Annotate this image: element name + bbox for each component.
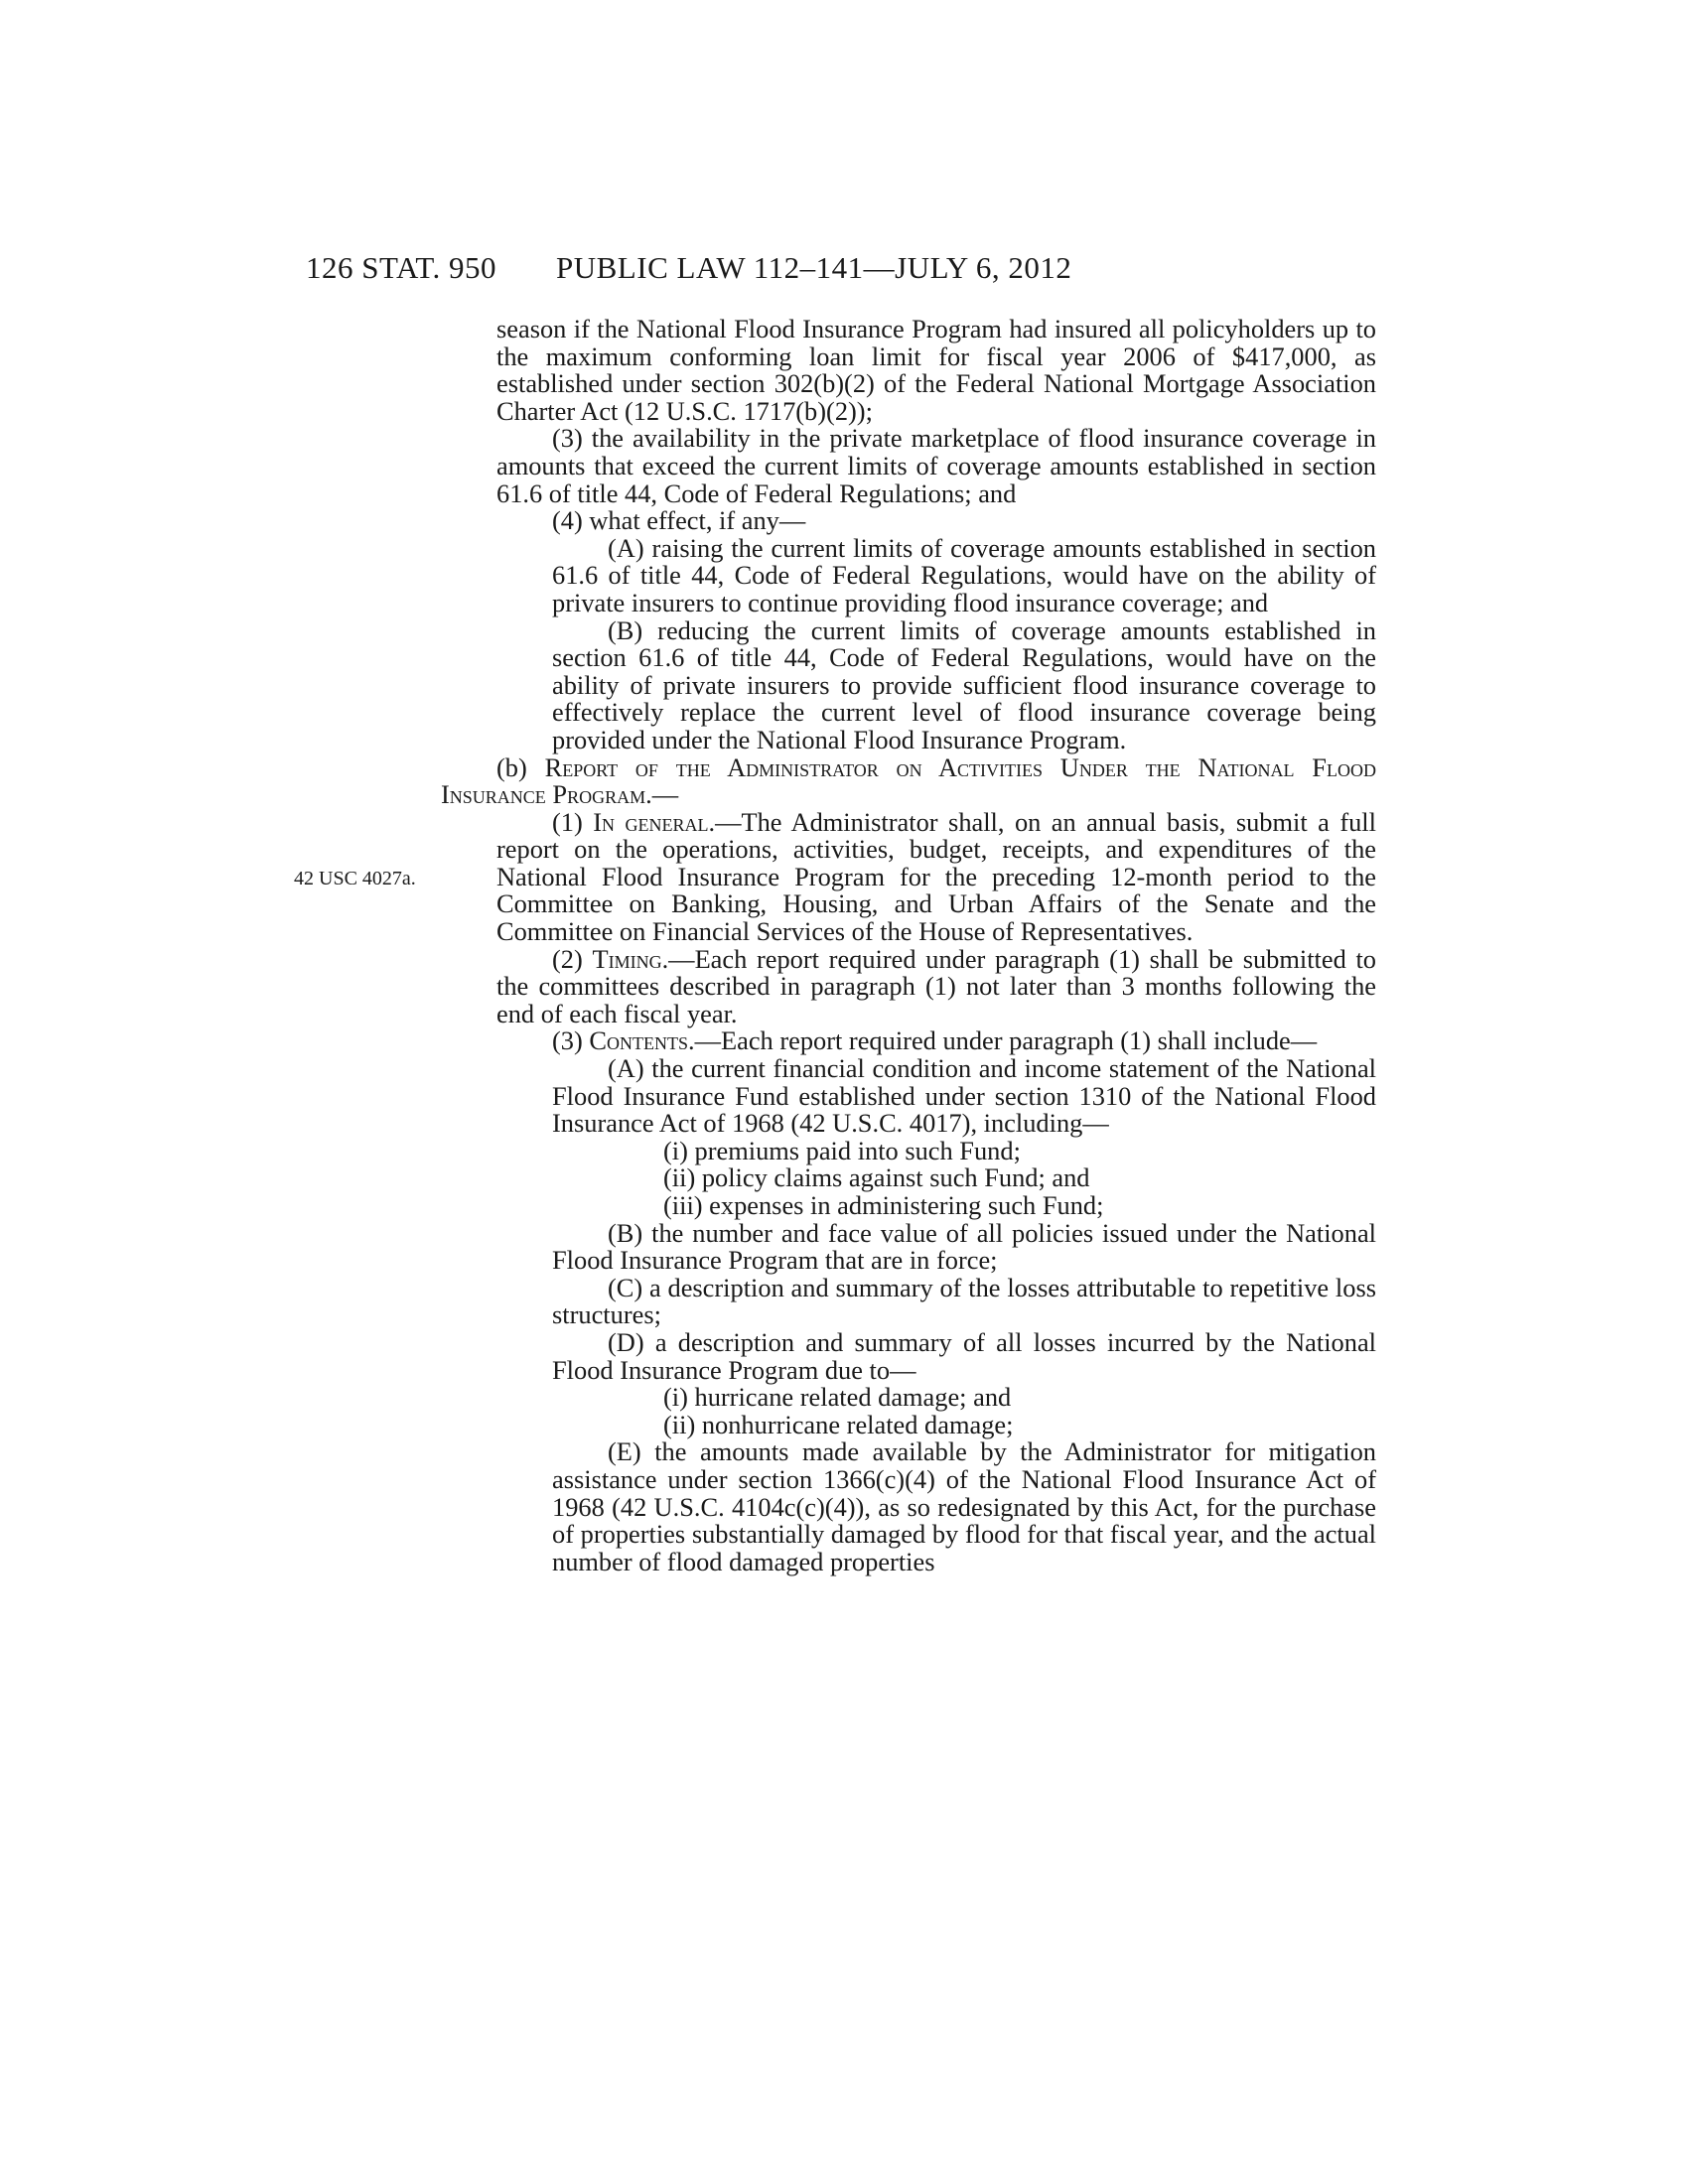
contents-item-d: (D) a description and summary of all losses incurred by the National Flood Insurance Program due to—	[552, 1326, 1376, 1385]
section-2-heading: Timing.	[592, 943, 669, 974]
contents-item-a: (A) the current financial condition and income statement of the National Flood Insurance Fund established under section 1310 of the National Flood Insurance Act of 1968 (42 U.S.C. 4017), including—	[552, 1053, 1376, 1139]
contents-item-a-iii: (iii) expenses in administering such Fund;	[663, 1190, 1104, 1220]
contents-item-e: (E) the amounts made available by the Administrator for mitigation assistance under section 1366(c)(4) of the National Flood Insurance Act of 1968 (42 U.S.C. 4104c(c)(4)), as so redesignated by this Act, for the purchase of properties substantially damaged by flood for that fiscal year, and the actual number of flood damaged properties	[552, 1436, 1376, 1576]
section-1-heading: In general.	[593, 806, 716, 837]
paragraph-3: (3) the availability in the private marketplace of flood insurance coverage in amounts that exceed the current limits of coverage amounts established in section 61.6 of title 44, Code of Federal Regulations; and	[496, 423, 1376, 508]
contents-item-b: (B) the number and face value of all policies issued under the National Flood Insurance Program that are in force;	[552, 1217, 1376, 1276]
section-3-contents	[496, 1027, 1376, 1055]
contents-item-d-ii: (ii) nonhurricane related damage;	[663, 1409, 1014, 1439]
paragraph-2-continuation: season if the National Flood Insurance Program had insured all policyholders up to the maximum conforming loan limit for fiscal year 2006 of $417,000, as established under section 302(b)(2) of the Federal National Mortgage Association Charter Act (12 U.S.C. 1717(b)(2));	[496, 314, 1376, 426]
paragraph-4: (4) what effect, if any—	[552, 505, 806, 536]
section-3-text: —Each report required under paragraph (1) shall include—	[694, 1025, 1318, 1056]
subparagraph-4a: (A) raising the current limits of coverage amounts established in section 61.6 of title 44, Code of Federal Regulations, would have on the ability of private insurers to continue providing flood insurance coverage; and	[552, 532, 1376, 617]
contents-item-c: (C) a description and summary of the losses attributable to repetitive loss structures;	[552, 1272, 1376, 1330]
contents-item-a-ii: (ii) policy claims against such Fund; and	[663, 1162, 1090, 1193]
subsection-b-marker: (b)	[496, 751, 527, 782]
section-3-number: (3)	[552, 1025, 583, 1056]
running-head-title: PUBLIC LAW 112–141—JULY 6, 2012	[556, 250, 1072, 285]
section-2-timing	[496, 943, 1376, 1028]
statute-body	[441, 314, 1376, 1576]
section-3-heading: Contents.	[589, 1025, 695, 1056]
subparagraph-4b: (B) reducing the current limits of coverage amounts established in section 61.6 of title 44, Code of Federal Regulations, would have on the ability of private insurers to provide sufficient flood insurance coverage to effectively replace the current level of flood insurance coverage being provided under the National Flood Insurance Program.	[552, 614, 1376, 754]
section-1-text: —The Administrator shall, on an annual basis, submit a full report on the operations, activities, budget, receipts, and expenditures of the National Flood Insurance Program for the preceding 12-month period to the Committee on Banking, Housing, and Urban Affairs of the Senate and the Committee on Financial Services of the House of Representatives.	[496, 806, 1376, 947]
subsection-b-title: Report of the Administrator on Activities Under the National Flood Insurance Program.—	[441, 751, 1376, 810]
section-2-number: (2)	[552, 943, 583, 974]
subsection-b-heading	[441, 751, 1376, 810]
section-1-number: (1)	[552, 806, 583, 837]
contents-item-d-i: (i) hurricane related damage; and	[663, 1382, 1012, 1413]
margin-citation-note: 42 USC 4027a.	[294, 868, 416, 889]
statute-page-reference: 126 STAT. 950	[306, 250, 497, 285]
contents-item-a-i: (i) premiums paid into such Fund;	[663, 1135, 1021, 1165]
section-1-in-general	[496, 806, 1376, 947]
section-2-text: —Each report required under paragraph (1) shall be submitted to the committees described in paragraph (1) not later than 3 months following the end of each fiscal year.	[496, 943, 1376, 1028]
